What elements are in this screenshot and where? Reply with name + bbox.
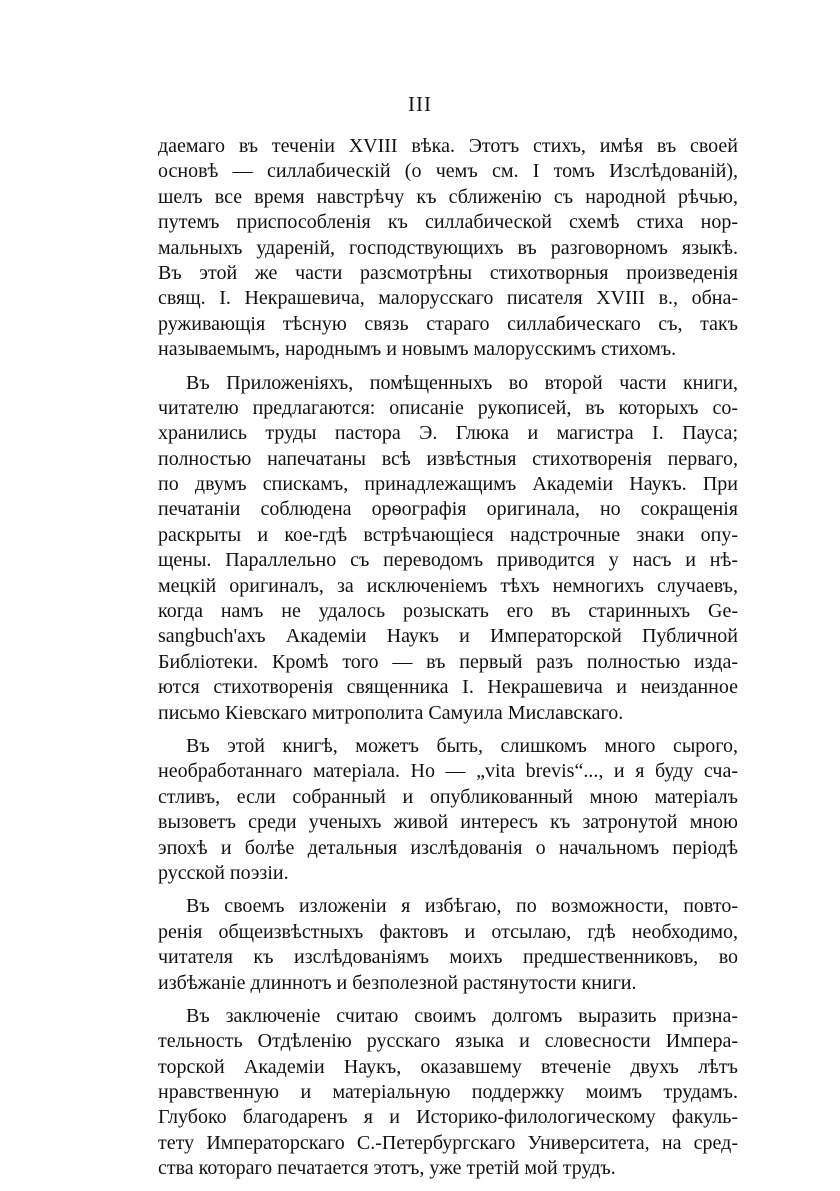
text-line: русской поэзіи. [158,861,289,884]
text-line: Въ этой книгѣ, можетъ быть, слишкомъ много сырого, [186,734,738,757]
text-line: шелъ все время навстрѣчу къ сближенію съ народной рѣчью, [158,185,738,208]
text-line: Библіотеки. Кромѣ того — въ первый разъ полностью изда- [158,650,738,673]
text-line: тельность Отдѣленію русскаго языка и словесности Импера- [158,1030,738,1053]
text-line: избѣжаніе длиннотъ и безполезной растянутости книги. [158,971,637,994]
text-line: печатаніи соблюдена орѳографія оригинала, но сокращенія [158,498,738,521]
paragraph-2 [158,371,738,726]
text-line: Въ этой же части разсмотрѣны стихотворныя произведенія [158,261,738,284]
text-line: Въ Приложеніяхъ, помѣщенныхъ во второй части книги, [186,371,738,394]
text-line: Въ заключеніе считаю своимъ долгомъ выразить призна- [186,1004,738,1027]
text-line: раскрыты и кое-гдѣ встрѣчающіеся надстрочные знаки опу- [158,523,738,546]
text-line: щены. Параллельно съ переводомъ приводится у насъ и нѣ- [158,549,738,572]
text-line: называемымъ, народнымъ и новымъ малорусскимъ стихомъ. [158,338,677,361]
text-line: тету Императорскаго С.-Петербургскаго Университета, на сред- [158,1131,738,1154]
text-line: читателя къ изслѣдованіямъ моихъ предшественниковъ, во [158,946,738,969]
text-line: читателю предлагаются: описаніе рукописей, въ которыхъ со- [158,396,738,419]
text-line: Глубоко благодаренъ я и Историко-филологическому факуль- [158,1106,738,1129]
text-line: нравственную и матеріальную поддержку моимъ трудамъ. [158,1081,738,1104]
text-line: эпохѣ и болѣе детальныя изслѣдованія о начальномъ періодѣ [158,836,738,859]
page-number: III [408,92,432,116]
text-line: путемъ приспособленія къ силлабической схемѣ стиха нор- [158,211,738,234]
text-line: когда намъ не удалось розыскать его въ старинныхъ Ge- [158,600,738,623]
paragraph-4 [158,894,738,996]
text-line: хранились труды пастора Э. Глюка и магистра I. Пауса; [158,422,738,445]
text-line: торской Академіи Наукъ, оказавшему втеченіе двухъ лѣтъ [158,1055,738,1078]
text-line: свящ. I. Некрашевича, малорусскаго писателя XVIII в., обна- [158,287,738,310]
text-line: основѣ — силлабическій (о чемъ см. I томъ Изслѣдованій), [158,160,738,183]
text-line: мальныхъ удареній, господствующихъ въ разговорномъ языкѣ. [158,236,738,259]
text-line: ства котораго печатается этотъ, уже третій мой трудъ. [158,1157,616,1180]
paragraph-1 [158,134,738,363]
text-line: стливъ, если собранный и опубликованный мною матеріалъ [158,785,738,808]
text-line: письмо Кіевскаго митрополита Самуила Миславскаго. [158,701,624,724]
text-line: вызоветъ среди ученыхъ живой интересъ къ затронутой мною [158,811,738,834]
paragraph-3 [158,734,738,886]
text-line: по двумъ спискамъ, принадлежащимъ Академіи Наукъ. При [158,473,738,496]
text-line: необработаннаго матеріала. Но — „vita brevis“..., и я буду сча- [158,760,738,783]
text-line: sangbuch'ахъ Академіи Наукъ и Императорской Публичной [158,625,738,648]
text-body [158,134,738,1190]
text-line: Въ своемъ изложеніи я избѣгаю, по возможности, повто- [186,895,738,918]
text-line: ются стихотворенія священника I. Некрашевича и неизданное [158,676,738,699]
text-line: ренія общеизвѣстныхъ фактовъ и отсылаю, гдѣ необходимо, [158,920,738,943]
text-line: даемаго въ теченіи XVIII вѣка. Этотъ стихъ, имѣя въ своей [158,135,738,157]
text-line: руживающія тѣсную связь старaго силлабическаго съ, такъ [158,312,738,335]
paragraph-5 [158,1004,738,1182]
text-line: мецкій оригиналъ, за исключеніемъ тѣхъ немногихъ случаевъ, [158,574,738,597]
text-line: полностью напечатаны всѣ извѣстныя стихотворенія перваго, [158,447,738,470]
